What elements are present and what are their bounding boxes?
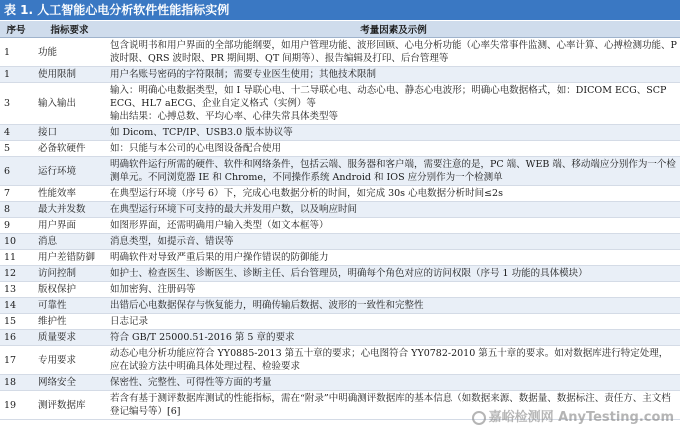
indicator-table [0,21,680,420]
row-number: 13 [0,282,32,298]
row-description: 消息类型，如提示音、错误等 [107,234,680,250]
row-description: 如 Dicom、TCP/IP、USB3.0 版本协议等 [107,125,680,141]
row-number: 18 [0,375,32,391]
row-number: 6 [0,157,32,186]
row-number: 8 [0,202,32,218]
row-number: 15 [0,314,32,330]
row-requirement: 功能 [32,38,107,67]
row-number: 17 [0,346,32,375]
table-header-row [0,21,680,38]
row-requirement: 最大并发数 [32,202,107,218]
row-requirement: 输入输出 [32,83,107,125]
row-requirement: 可靠性 [32,298,107,314]
table-row [0,141,680,157]
row-description: 包含说明书和用户界面的全部功能纲要，如用户管理功能、波形回顾、心电分析功能（心率失常事件监测、心率计算、心搏检测功能、P 波时限、QRS 波时限、PR 期间期、QT 间期等）、报告编辑及打印、后台管理等 [107,38,680,67]
table-row [0,67,680,83]
header-no: 序号 [0,21,32,38]
row-requirement: 访问控制 [32,266,107,282]
row-requirement: 网络安全 [32,375,107,391]
row-number: 12 [0,266,32,282]
row-number: 3 [0,83,32,125]
row-description: 若含有基于测评数据库测试的性能指标，需在“附录”中明确测评数据库的基本信息（如数据来源、数据量、数据标注、责任方、主文档登记编号等）[6] [107,391,680,420]
row-number: 5 [0,141,32,157]
table-caption: 表 1. 人工智能心电分析软件性能指标实例 [0,0,680,20]
table-row [0,83,680,125]
table-body [0,38,680,420]
table-row [0,202,680,218]
header-requirement: 指标要求 [32,21,107,38]
row-requirement: 用户差错防御 [32,250,107,266]
row-requirement: 测评数据库 [32,391,107,420]
row-description: 如加密狗、注册码等 [107,282,680,298]
row-number: 10 [0,234,32,250]
table-row [0,186,680,202]
row-requirement: 维护性 [32,314,107,330]
table-row [0,298,680,314]
row-description: 明确软件运行所需的硬件、软件和网络条件，包括云端、服务器和客户端，需要注意的是，PC 端、WEB 端、移动端应分别作为一个检测单元。不同浏览器 IE 和 Chrome，不同操作系统 Android 和 IOS 应分别作为一个检测单 [107,157,680,186]
table-row [0,266,680,282]
table-row [0,391,680,420]
row-requirement: 性能效率 [32,186,107,202]
row-requirement: 版权保护 [32,282,107,298]
row-description: 明确软件对导致严重后果的用户操作错误的防御能力 [107,250,680,266]
table-row [0,157,680,186]
row-requirement: 专用要求 [32,346,107,375]
row-number: 19 [0,391,32,420]
table-row [0,330,680,346]
row-number: 1 [0,38,32,67]
table-row [0,218,680,234]
row-description: 出错后心电数据保存与恢复能力，明确传输后数据、波形的一致性和完整性 [107,298,680,314]
row-description: 动态心电分析功能应符合 YY0885-2013 第五十章的要求；心电图符合 YY0782-2010 第五十章的要求。如对数据库进行特定处理，应在试验方法中明确具体处理过程、检验要求 [107,346,680,375]
row-requirement: 接口 [32,125,107,141]
row-number: 9 [0,218,32,234]
watermark-text: 嘉峪检测网 AnyTesting.com [488,410,674,425]
table-row [0,38,680,67]
row-description: 如：只能与本公司的心电图设备配合使用 [107,141,680,157]
row-requirement: 必备软硬件 [32,141,107,157]
table-row [0,125,680,141]
row-description: 在典型运行环境下可支持的最大并发用户数，以及响应时间 [107,202,680,218]
row-requirement: 用户界面 [32,218,107,234]
table-row [0,375,680,391]
header-content: 考量因素及示例 [107,21,680,38]
row-number: 14 [0,298,32,314]
table-row [0,346,680,375]
row-number: 4 [0,125,32,141]
row-number: 1 [0,67,32,83]
table-row [0,314,680,330]
row-description: 用户名账号密码的字符限制；需要专业医生使用；其他技术限制 [107,67,680,83]
row-number: 16 [0,330,32,346]
row-requirement: 消息 [32,234,107,250]
row-number: 7 [0,186,32,202]
row-description: 保密性、完整性、可得性等方面的考量 [107,375,680,391]
row-description: 在典型运行环境（序号 6）下，完成心电数据分析的时间，如完成 30s 心电数据分析时间≤2s [107,186,680,202]
table-row [0,282,680,298]
row-description: 输入：明确心电数据类型，如 I 导联心电、十二导联心电、动态心电、静态心电波形；明确心电数据格式，如：DICOM ECG、SCP ECG、HL7 aECG、企业自定义格式（实例）等 输出结果：心搏总数、平均心率、心律失常具体类型等 [107,83,680,125]
row-description: 如护士、检查医生、诊断医生、诊断主任、后台管理员，明确每个角色对应的访问权限（序号 1 功能的具体模块） [107,266,680,282]
row-requirement: 质量要求 [32,330,107,346]
row-description: 如图形界面，还需明确用户输入类型（如文本框等） [107,218,680,234]
row-description: 符合 GB/T 25000.51-2016 第 5 章的要求 [107,330,680,346]
table-row [0,250,680,266]
row-description: 日志记录 [107,314,680,330]
row-requirement: 使用限制 [32,67,107,83]
row-number: 11 [0,250,32,266]
table-row [0,234,680,250]
row-requirement: 运行环境 [32,157,107,186]
